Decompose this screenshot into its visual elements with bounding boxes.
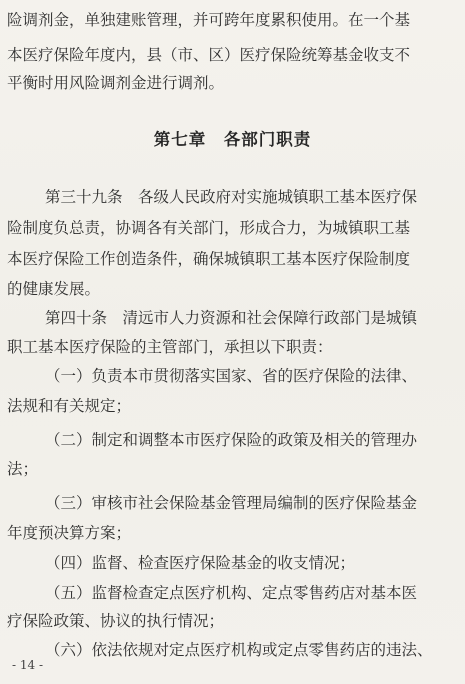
text-line bbox=[0, 303, 465, 333]
text-line bbox=[0, 391, 465, 421]
text-line bbox=[0, 213, 465, 243]
text-line-content: 职工基本医疗保险的主管部门，承担以下职责： bbox=[7, 338, 333, 356]
text-line bbox=[0, 488, 465, 518]
text-line-content: 险制度负总责，协调各有关部门，形成合力，为城镇职工基 bbox=[7, 219, 411, 237]
text-line bbox=[0, 68, 465, 98]
text-line bbox=[0, 548, 465, 578]
chapter-heading: 第七章 各部门职责 bbox=[153, 130, 312, 149]
text-line-content: （五）监督检查定点医疗机构、定点零售药店对基本医 bbox=[45, 584, 418, 602]
text-line bbox=[0, 361, 465, 391]
text-line bbox=[0, 274, 465, 304]
text-line-content: （四）监督、检查医疗保险基金的收支情况； bbox=[45, 554, 356, 572]
text-line-content: 第三十九条 各级人民政府对实施城镇职工基本医疗保 bbox=[45, 188, 418, 206]
text-line bbox=[0, 606, 465, 636]
text-line-content: 的健康发展。 bbox=[7, 280, 101, 298]
text-line-content: （一）负责本市贯彻落实国家、省的医疗保险的法律、 bbox=[45, 367, 418, 385]
text-line-content: 疗保险政策、协议的执行情况； bbox=[7, 612, 225, 630]
text-line bbox=[0, 635, 465, 665]
text-line bbox=[0, 332, 465, 362]
text-line-content: （六）依法依规对定点医疗机构或定点零售药店的违法、 bbox=[45, 641, 433, 659]
text-line-content: 险调剂金，单独建账管理，并可跨年度累积使用。在一个基 bbox=[7, 11, 411, 29]
text-line bbox=[0, 40, 465, 70]
text-line-content: （三）审核市社会保险基金管理局编制的医疗保险基金 bbox=[45, 494, 418, 512]
text-line-content: 年度预决算方案； bbox=[7, 524, 132, 542]
text-line bbox=[0, 454, 465, 484]
text-line bbox=[0, 5, 465, 35]
text-line bbox=[0, 518, 465, 548]
text-line-content: 法； bbox=[7, 460, 39, 478]
text-line bbox=[0, 425, 465, 455]
text-line bbox=[0, 578, 465, 608]
text-line-content: 平衡时用风险调剂金进行调剂。 bbox=[7, 74, 225, 92]
text-line-content: （二）制定和调整本市医疗保险的政策及相关的管理办 bbox=[45, 431, 418, 449]
text-line-content: 本医疗保险工作创造条件，确保城镇职工基本医疗保险制度 bbox=[7, 250, 411, 268]
page-number: - 14 - bbox=[12, 658, 44, 672]
text-line bbox=[0, 244, 465, 274]
text-line-content: 法规和有关规定； bbox=[7, 397, 132, 415]
text-line bbox=[0, 182, 465, 212]
text-line-content: 第四十条 清远市人力资源和社会保障行政部门是城镇 bbox=[45, 309, 418, 327]
text-line-content: 本医疗保险年度内，县（市、区）医疗保险统筹基金收支不 bbox=[7, 46, 411, 64]
